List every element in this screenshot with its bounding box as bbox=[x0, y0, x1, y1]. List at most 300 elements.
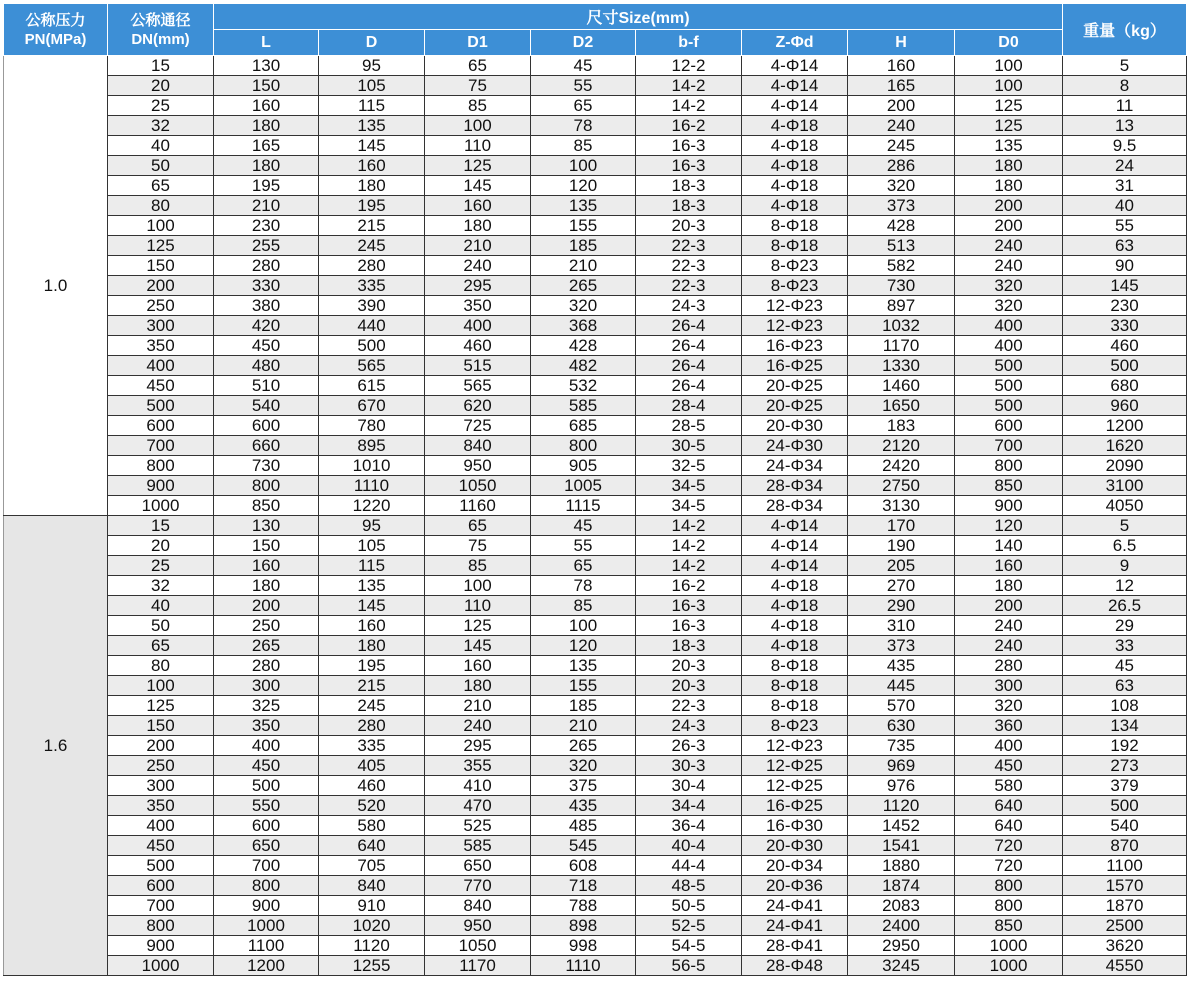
table-cell: 295 bbox=[425, 276, 531, 296]
table-cell: 30-3 bbox=[636, 756, 742, 776]
table-cell: 115 bbox=[319, 556, 425, 576]
table-cell: 840 bbox=[425, 436, 531, 456]
table-cell: 56-5 bbox=[636, 956, 742, 976]
table-cell: 180 bbox=[955, 156, 1063, 176]
table-cell: 435 bbox=[531, 796, 636, 816]
table-cell: 5 bbox=[1063, 516, 1187, 536]
table-cell: 445 bbox=[848, 676, 955, 696]
table-cell: 200 bbox=[214, 596, 319, 616]
table-cell: 720 bbox=[955, 836, 1063, 856]
table-cell: 20-Φ25 bbox=[742, 376, 848, 396]
table-cell: 185 bbox=[531, 236, 636, 256]
table-cell: 320 bbox=[955, 276, 1063, 296]
table-cell: 26-4 bbox=[636, 376, 742, 396]
table-cell: 100 bbox=[955, 56, 1063, 76]
table-cell: 1460 bbox=[848, 376, 955, 396]
table-cell: 1032 bbox=[848, 316, 955, 336]
table-cell: 230 bbox=[1063, 296, 1187, 316]
table-cell: 65 bbox=[425, 56, 531, 76]
table-row bbox=[4, 436, 1187, 456]
table-cell: 28-Φ41 bbox=[742, 936, 848, 956]
table-row bbox=[4, 856, 1187, 876]
table-cell: 16-Φ23 bbox=[742, 336, 848, 356]
table-cell: 150 bbox=[108, 256, 214, 276]
table-cell: 8 bbox=[1063, 76, 1187, 96]
table-cell: 410 bbox=[425, 776, 531, 796]
table-cell: 450 bbox=[214, 756, 319, 776]
table-cell: 240 bbox=[955, 256, 1063, 276]
table-cell: 16-3 bbox=[636, 596, 742, 616]
table-cell: 585 bbox=[531, 396, 636, 416]
table-cell: 45 bbox=[1063, 656, 1187, 676]
table-cell: 134 bbox=[1063, 716, 1187, 736]
table-cell: 155 bbox=[531, 676, 636, 696]
table-cell: 730 bbox=[848, 276, 955, 296]
table-cell: 265 bbox=[531, 276, 636, 296]
table-cell: 16-3 bbox=[636, 616, 742, 636]
table-cell: 160 bbox=[848, 56, 955, 76]
table-cell: 1880 bbox=[848, 856, 955, 876]
table-cell: 480 bbox=[214, 356, 319, 376]
table-cell: 65 bbox=[531, 96, 636, 116]
table-cell: 1050 bbox=[425, 936, 531, 956]
table-cell: 16-3 bbox=[636, 156, 742, 176]
table-row bbox=[4, 776, 1187, 796]
table-cell: 78 bbox=[531, 116, 636, 136]
table-cell: 700 bbox=[108, 436, 214, 456]
table-cell: 240 bbox=[848, 116, 955, 136]
table-cell: 125 bbox=[955, 116, 1063, 136]
table-cell: 145 bbox=[425, 176, 531, 196]
table-cell: 550 bbox=[214, 796, 319, 816]
table-cell: 500 bbox=[319, 336, 425, 356]
pn-header bbox=[4, 4, 108, 56]
table-cell: 14-2 bbox=[636, 556, 742, 576]
table-cell: 75 bbox=[425, 76, 531, 96]
table-cell: 1000 bbox=[214, 916, 319, 936]
table-cell: 160 bbox=[955, 556, 1063, 576]
table-cell: 788 bbox=[531, 896, 636, 916]
table-cell: 205 bbox=[848, 556, 955, 576]
table-row bbox=[4, 636, 1187, 656]
table-cell: 840 bbox=[319, 876, 425, 896]
table-cell: 26-4 bbox=[636, 356, 742, 376]
table-row bbox=[4, 576, 1187, 596]
table-cell: 969 bbox=[848, 756, 955, 776]
table-cell: 700 bbox=[108, 896, 214, 916]
table-cell: 1200 bbox=[1063, 416, 1187, 436]
table-cell: 420 bbox=[214, 316, 319, 336]
table-cell: 125 bbox=[425, 156, 531, 176]
table-cell: 565 bbox=[425, 376, 531, 396]
table-cell: 295 bbox=[425, 736, 531, 756]
table-row bbox=[4, 136, 1187, 156]
table-cell: 400 bbox=[425, 316, 531, 336]
table-cell: 273 bbox=[1063, 756, 1187, 776]
table-cell: 895 bbox=[319, 436, 425, 456]
table-cell: 22-3 bbox=[636, 696, 742, 716]
table-cell: 450 bbox=[108, 376, 214, 396]
table-cell: 28-Φ34 bbox=[742, 496, 848, 516]
table-cell: 700 bbox=[955, 436, 1063, 456]
table-cell: 4-Φ18 bbox=[742, 636, 848, 656]
table-cell: 500 bbox=[108, 396, 214, 416]
table-cell: 1330 bbox=[848, 356, 955, 376]
table-cell: 685 bbox=[531, 416, 636, 436]
table-row bbox=[4, 256, 1187, 276]
table-cell: 210 bbox=[425, 696, 531, 716]
table-cell: 29 bbox=[1063, 616, 1187, 636]
table-row bbox=[4, 376, 1187, 396]
table-cell: 300 bbox=[108, 316, 214, 336]
table-cell: 30-5 bbox=[636, 436, 742, 456]
table-cell: 280 bbox=[214, 656, 319, 676]
table-cell: 40-4 bbox=[636, 836, 742, 856]
table-cell: 125 bbox=[108, 696, 214, 716]
table-cell: 150 bbox=[214, 536, 319, 556]
table-cell: 195 bbox=[319, 656, 425, 676]
table-cell: 5 bbox=[1063, 56, 1187, 76]
table-cell: 20 bbox=[108, 76, 214, 96]
table-row bbox=[4, 676, 1187, 696]
table-cell: 4-Φ14 bbox=[742, 76, 848, 96]
table-row bbox=[4, 756, 1187, 776]
table-cell: 1000 bbox=[108, 956, 214, 976]
table-cell: 36-4 bbox=[636, 816, 742, 836]
table-cell: 210 bbox=[531, 716, 636, 736]
table-cell: 870 bbox=[1063, 836, 1187, 856]
table-cell: 460 bbox=[319, 776, 425, 796]
table-cell: 1120 bbox=[848, 796, 955, 816]
dn-header-en: DN(mm) bbox=[131, 30, 190, 48]
table-cell: 1000 bbox=[108, 496, 214, 516]
table-cell: 16-2 bbox=[636, 576, 742, 596]
table-cell: 24-3 bbox=[636, 716, 742, 736]
table-cell: 12-Φ25 bbox=[742, 776, 848, 796]
table-cell: 20-Φ30 bbox=[742, 416, 848, 436]
table-cell: 20 bbox=[108, 536, 214, 556]
table-cell: 250 bbox=[108, 756, 214, 776]
table-row bbox=[4, 836, 1187, 856]
table-cell: 160 bbox=[214, 96, 319, 116]
table-cell: 195 bbox=[214, 176, 319, 196]
table-cell: 240 bbox=[955, 616, 1063, 636]
table-cell: 1020 bbox=[319, 916, 425, 936]
table-cell: 840 bbox=[425, 896, 531, 916]
table-cell: 460 bbox=[425, 336, 531, 356]
table-cell: 1100 bbox=[214, 936, 319, 956]
table-cell: 532 bbox=[531, 376, 636, 396]
table-cell: 500 bbox=[955, 396, 1063, 416]
table-cell: 485 bbox=[531, 816, 636, 836]
table-cell: 26-3 bbox=[636, 736, 742, 756]
table-cell: 650 bbox=[214, 836, 319, 856]
table-cell: 2400 bbox=[848, 916, 955, 936]
table-row bbox=[4, 896, 1187, 916]
table-cell: 180 bbox=[425, 216, 531, 236]
table-cell: 105 bbox=[319, 76, 425, 96]
table-row bbox=[4, 276, 1187, 296]
table-cell: 90 bbox=[1063, 256, 1187, 276]
table-cell: 300 bbox=[955, 676, 1063, 696]
table-cell: 850 bbox=[955, 476, 1063, 496]
table-cell: 165 bbox=[214, 136, 319, 156]
table-cell: 500 bbox=[108, 856, 214, 876]
table-row bbox=[4, 316, 1187, 336]
table-cell: 26-4 bbox=[636, 336, 742, 356]
table-cell: 200 bbox=[955, 596, 1063, 616]
table-cell: 32 bbox=[108, 116, 214, 136]
table-row bbox=[4, 76, 1187, 96]
table-row bbox=[4, 876, 1187, 896]
table-cell: 180 bbox=[955, 576, 1063, 596]
table-row bbox=[4, 596, 1187, 616]
table-cell: 1620 bbox=[1063, 436, 1187, 456]
table-cell: 350 bbox=[108, 796, 214, 816]
table-row bbox=[4, 236, 1187, 256]
table-cell: 1170 bbox=[425, 956, 531, 976]
table-body bbox=[4, 56, 1187, 976]
table-cell: 28-4 bbox=[636, 396, 742, 416]
table-cell: 28-Φ34 bbox=[742, 476, 848, 496]
table-cell: 800 bbox=[108, 916, 214, 936]
table-row bbox=[4, 476, 1187, 496]
table-cell: 50 bbox=[108, 616, 214, 636]
table-cell: 2420 bbox=[848, 456, 955, 476]
table-cell: 125 bbox=[108, 236, 214, 256]
table-row bbox=[4, 216, 1187, 236]
table-cell: 230 bbox=[214, 216, 319, 236]
table-cell: 600 bbox=[955, 416, 1063, 436]
table-cell: 320 bbox=[848, 176, 955, 196]
table-row bbox=[4, 716, 1187, 736]
table-cell: 435 bbox=[848, 656, 955, 676]
table-row bbox=[4, 336, 1187, 356]
table-cell: 800 bbox=[955, 896, 1063, 916]
table-cell: 600 bbox=[214, 816, 319, 836]
table-cell: 160 bbox=[214, 556, 319, 576]
table-cell: 26-4 bbox=[636, 316, 742, 336]
table-cell: 200 bbox=[108, 736, 214, 756]
table-cell: 1170 bbox=[848, 336, 955, 356]
table-cell: 100 bbox=[108, 676, 214, 696]
table-cell: 510 bbox=[214, 376, 319, 396]
table-row bbox=[4, 916, 1187, 936]
table-cell: 100 bbox=[425, 576, 531, 596]
table-cell: 9 bbox=[1063, 556, 1187, 576]
pn-value-cell: 1.6 bbox=[4, 516, 108, 976]
table-cell: 460 bbox=[1063, 336, 1187, 356]
table-cell: 20-Φ34 bbox=[742, 856, 848, 876]
table-cell: 265 bbox=[214, 636, 319, 656]
table-cell: 1160 bbox=[425, 496, 531, 516]
table-cell: 4050 bbox=[1063, 496, 1187, 516]
table-cell: 12-Φ23 bbox=[742, 736, 848, 756]
table-cell: 770 bbox=[425, 876, 531, 896]
table-cell: 200 bbox=[955, 196, 1063, 216]
table-cell: 22-3 bbox=[636, 256, 742, 276]
table-cell: 4-Φ18 bbox=[742, 196, 848, 216]
table-cell: 105 bbox=[319, 536, 425, 556]
table-cell: 513 bbox=[848, 236, 955, 256]
table-cell: 600 bbox=[108, 876, 214, 896]
table-row bbox=[4, 396, 1187, 416]
table-cell: 325 bbox=[214, 696, 319, 716]
table-cell: 540 bbox=[1063, 816, 1187, 836]
table-cell: 100 bbox=[531, 156, 636, 176]
table-cell: 240 bbox=[425, 256, 531, 276]
table-cell: 350 bbox=[425, 296, 531, 316]
table-cell: 400 bbox=[955, 736, 1063, 756]
table-cell: 1870 bbox=[1063, 896, 1187, 916]
table-cell: 34-4 bbox=[636, 796, 742, 816]
table-cell: 15 bbox=[108, 516, 214, 536]
table-cell: 4-Φ14 bbox=[742, 96, 848, 116]
col-header-d2: D2 bbox=[531, 30, 636, 56]
table-cell: 95 bbox=[319, 56, 425, 76]
table-cell: 215 bbox=[319, 676, 425, 696]
table-cell: 570 bbox=[848, 696, 955, 716]
table-row bbox=[4, 296, 1187, 316]
table-cell: 20-3 bbox=[636, 656, 742, 676]
table-row bbox=[4, 96, 1187, 116]
dn-header bbox=[108, 4, 214, 56]
table-cell: 375 bbox=[531, 776, 636, 796]
table-cell: 63 bbox=[1063, 676, 1187, 696]
table-cell: 2950 bbox=[848, 936, 955, 956]
table-cell: 540 bbox=[214, 396, 319, 416]
table-cell: 14-2 bbox=[636, 76, 742, 96]
table-cell: 500 bbox=[214, 776, 319, 796]
table-cell: 100 bbox=[108, 216, 214, 236]
table-cell: 1010 bbox=[319, 456, 425, 476]
table-cell: 660 bbox=[214, 436, 319, 456]
table-cell: 8-Φ18 bbox=[742, 236, 848, 256]
table-cell: 24-3 bbox=[636, 296, 742, 316]
col-header-d0: D0 bbox=[955, 30, 1063, 56]
table-cell: 100 bbox=[425, 116, 531, 136]
table-cell: 290 bbox=[848, 596, 955, 616]
table-cell: 52-5 bbox=[636, 916, 742, 936]
table-cell: 800 bbox=[108, 456, 214, 476]
table-cell: 135 bbox=[319, 116, 425, 136]
table-cell: 110 bbox=[425, 596, 531, 616]
table-cell: 1255 bbox=[319, 956, 425, 976]
table-cell: 20-3 bbox=[636, 216, 742, 236]
table-cell: 4-Φ14 bbox=[742, 536, 848, 556]
table-cell: 155 bbox=[531, 216, 636, 236]
table-cell: 405 bbox=[319, 756, 425, 776]
table-cell: 125 bbox=[955, 96, 1063, 116]
table-cell: 515 bbox=[425, 356, 531, 376]
table-cell: 6.5 bbox=[1063, 536, 1187, 556]
table-cell: 135 bbox=[531, 196, 636, 216]
table-cell: 545 bbox=[531, 836, 636, 856]
table-cell: 20-3 bbox=[636, 676, 742, 696]
table-cell: 75 bbox=[425, 536, 531, 556]
table-cell: 320 bbox=[955, 296, 1063, 316]
table-cell: 1650 bbox=[848, 396, 955, 416]
table-cell: 192 bbox=[1063, 736, 1187, 756]
table-cell: 190 bbox=[848, 536, 955, 556]
table-cell: 20-Φ30 bbox=[742, 836, 848, 856]
table-cell: 4-Φ14 bbox=[742, 56, 848, 76]
table-cell: 250 bbox=[108, 296, 214, 316]
table-row bbox=[4, 536, 1187, 556]
table-row bbox=[4, 56, 1187, 76]
table-cell: 580 bbox=[955, 776, 1063, 796]
table-cell: 950 bbox=[425, 456, 531, 476]
table-cell: 2500 bbox=[1063, 916, 1187, 936]
table-cell: 78 bbox=[531, 576, 636, 596]
dimension-weight-table bbox=[3, 3, 1187, 976]
table-cell: 470 bbox=[425, 796, 531, 816]
table-cell: 48-5 bbox=[636, 876, 742, 896]
table-cell: 450 bbox=[214, 336, 319, 356]
table-cell: 310 bbox=[848, 616, 955, 636]
table-cell: 180 bbox=[955, 176, 1063, 196]
table-cell: 120 bbox=[955, 516, 1063, 536]
table-cell: 45 bbox=[531, 56, 636, 76]
table-cell: 40 bbox=[1063, 196, 1187, 216]
table-cell: 240 bbox=[955, 636, 1063, 656]
table-cell: 245 bbox=[319, 236, 425, 256]
table-cell: 1110 bbox=[531, 956, 636, 976]
table-cell: 150 bbox=[108, 716, 214, 736]
table-cell: 185 bbox=[531, 696, 636, 716]
table-cell: 2090 bbox=[1063, 456, 1187, 476]
table-cell: 115 bbox=[319, 96, 425, 116]
table-cell: 34-5 bbox=[636, 476, 742, 496]
table-cell: 32-5 bbox=[636, 456, 742, 476]
table-cell: 2120 bbox=[848, 436, 955, 456]
table-cell: 620 bbox=[425, 396, 531, 416]
table-cell: 100 bbox=[955, 76, 1063, 96]
table-cell: 960 bbox=[1063, 396, 1187, 416]
table-cell: 1874 bbox=[848, 876, 955, 896]
table-cell: 400 bbox=[955, 336, 1063, 356]
table-cell: 1000 bbox=[955, 956, 1063, 976]
table-cell: 4-Φ18 bbox=[742, 596, 848, 616]
table-cell: 44-4 bbox=[636, 856, 742, 876]
table-cell: 210 bbox=[214, 196, 319, 216]
table-cell: 350 bbox=[108, 336, 214, 356]
table-cell: 4-Φ14 bbox=[742, 556, 848, 576]
table-row bbox=[4, 616, 1187, 636]
table-cell: 55 bbox=[531, 536, 636, 556]
table-cell: 183 bbox=[848, 416, 955, 436]
table-cell: 500 bbox=[1063, 356, 1187, 376]
table-cell: 580 bbox=[319, 816, 425, 836]
table-cell: 450 bbox=[955, 756, 1063, 776]
table-cell: 2083 bbox=[848, 896, 955, 916]
table-cell: 900 bbox=[955, 496, 1063, 516]
table-cell: 24-Φ41 bbox=[742, 896, 848, 916]
table-cell: 373 bbox=[848, 636, 955, 656]
table-cell: 8-Φ23 bbox=[742, 716, 848, 736]
table-cell: 400 bbox=[108, 356, 214, 376]
table-cell: 1000 bbox=[955, 936, 1063, 956]
table-cell: 9.5 bbox=[1063, 136, 1187, 156]
table-cell: 1452 bbox=[848, 816, 955, 836]
table-cell: 145 bbox=[319, 596, 425, 616]
table-cell: 900 bbox=[214, 896, 319, 916]
table-cell: 320 bbox=[531, 756, 636, 776]
table-cell: 63 bbox=[1063, 236, 1187, 256]
table-cell: 380 bbox=[214, 296, 319, 316]
col-header-d1: D1 bbox=[425, 30, 531, 56]
table-cell: 215 bbox=[319, 216, 425, 236]
